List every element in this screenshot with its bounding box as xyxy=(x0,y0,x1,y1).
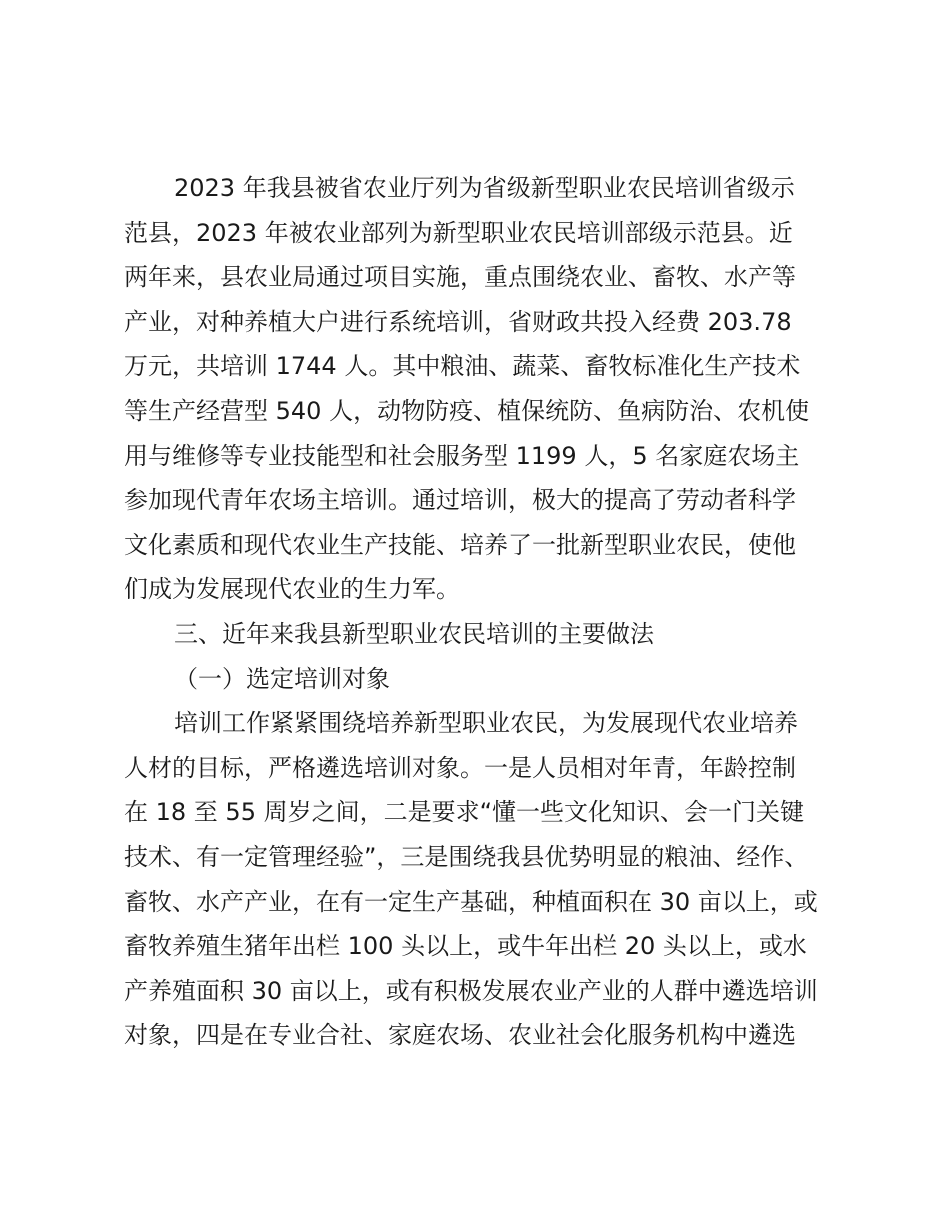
paragraph-line: 畜牧养殖生猪年出栏 100 头以上，或牛年出栏 20 头以上，或水 xyxy=(124,932,807,961)
subsection-heading: （一）选定培训对象 xyxy=(174,664,390,693)
paragraph-line: 两年来，县农业局通过项目实施，重点围绕农业、畜牧、水产等 xyxy=(124,263,796,292)
paragraph-line: 们成为发展现代农业的生力军。 xyxy=(124,575,460,604)
paragraph-line: 人材的目标，严格遴选培训对象。一是人员相对年青，年龄控制 xyxy=(124,753,796,782)
paragraph-line: 参加现代青年农场主培训。通过培训，极大的提高了劳动者科学 xyxy=(124,486,796,515)
paragraph-line: 万元，共培训 1744 人。其中粮油、蔬菜、畜牧标准化生产技术 xyxy=(124,352,801,381)
paragraph-line: 文化素质和现代农业生产技能、培养了一批新型职业农民，使他 xyxy=(124,530,796,559)
paragraph-line: 畜牧、水产产业，在有一定生产基础，种植面积在 30 亩以上，或 xyxy=(124,887,818,916)
document-body xyxy=(124,166,836,1058)
paragraph-line: 产业，对种养植大户进行系统培训，省财政共投入经费 203.78 xyxy=(124,307,792,336)
paragraph-line: 2023 年我县被省农业厅列为省级新型职业农民培训省级示 xyxy=(174,174,795,202)
paragraph-line: 等生产经营型 540 人，动物防疫、植保统防、鱼病防治、农机使 xyxy=(124,396,810,425)
paragraph-line: 技术、有一定管理经验”，三是围绕我县优势明显的粮油、经作、 xyxy=(124,842,809,871)
section-heading: 三、近年来我县新型职业农民培训的主要做法 xyxy=(174,619,654,648)
paragraph-line: 在 18 至 55 周岁之间，二是要求“懂一些文化知识、会一门关键 xyxy=(124,798,805,827)
paragraph-line: 对象，四是在专业合社、家庭农场、农业社会化服务机构中遴选 xyxy=(124,1021,796,1050)
paragraph-line: 培训工作紧紧围绕培养新型职业农民，为发展现代农业培养 xyxy=(174,709,798,738)
paragraph-line: 产养殖面积 30 亩以上，或有积极发展农业产业的人群中遴选培训 xyxy=(124,976,818,1005)
paragraph-line: 范县，2023 年被农业部列为新型职业农民培训部级示范县。近 xyxy=(124,218,793,247)
paragraph-line: 用与维修等专业技能型和社会服务型 1199 人，5 名家庭农场主 xyxy=(124,441,800,470)
